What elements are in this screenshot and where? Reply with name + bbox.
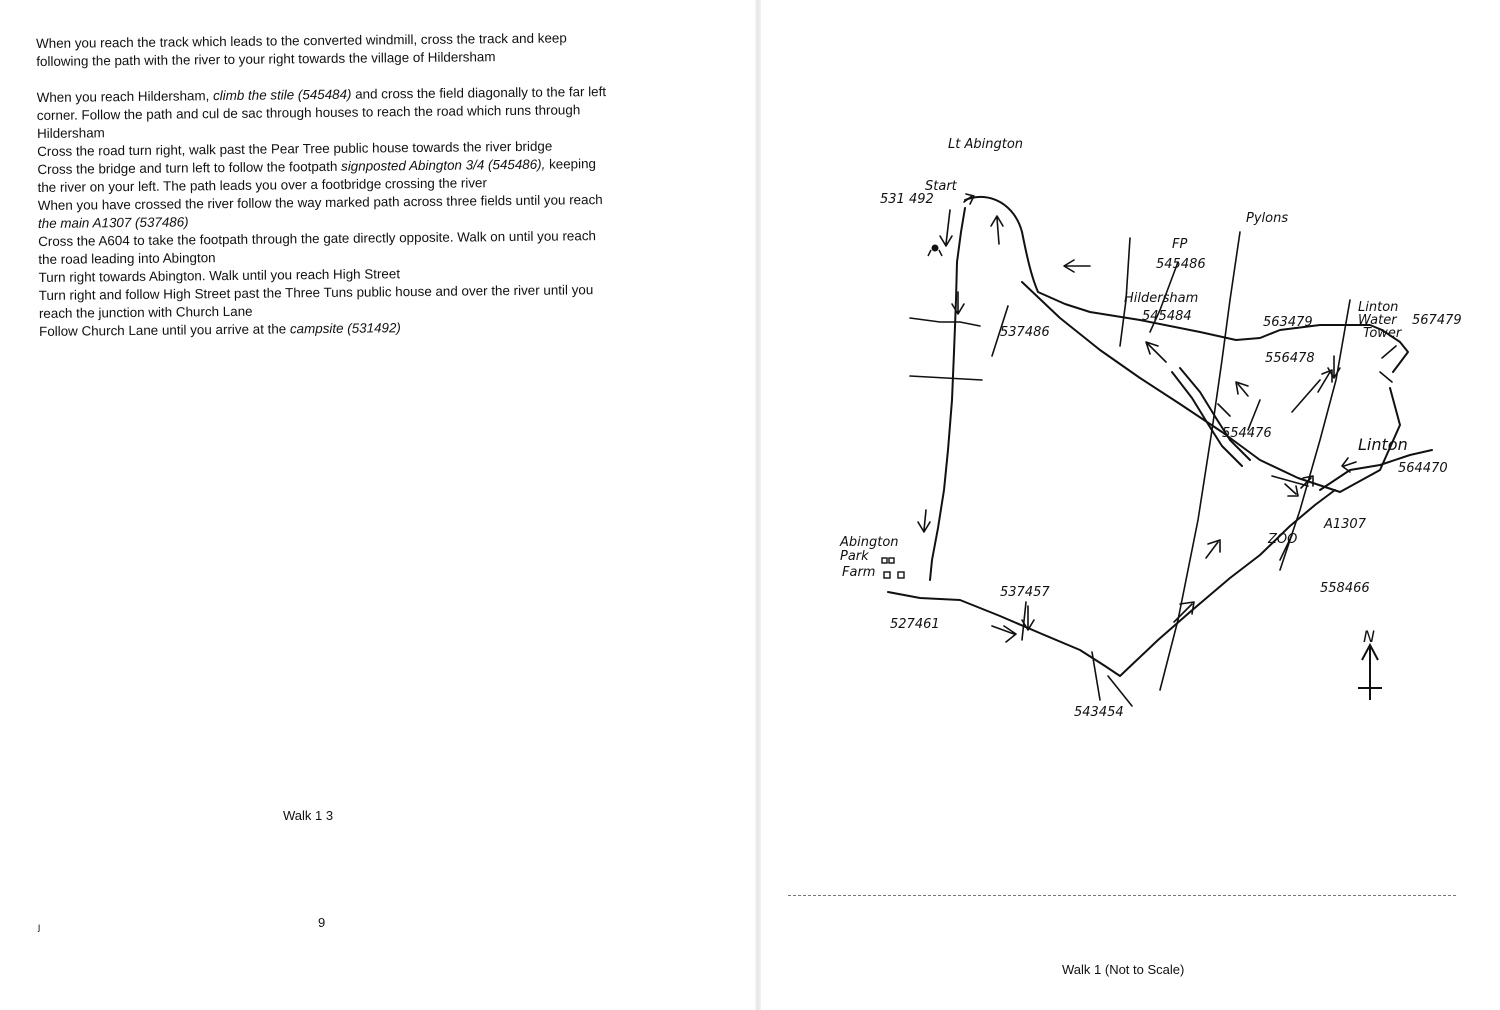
label-abington-park-3: Farm: [842, 565, 876, 580]
label-ref-527461: 527461: [890, 617, 940, 632]
direction-emphasis: the main A1307 (537486): [37, 214, 189, 231]
direction-emphasis: campsite (531492): [289, 320, 401, 337]
arrow-15: [1206, 540, 1220, 558]
label-ref-543454: 543454: [1074, 705, 1124, 720]
label-ref-567479: 567479: [1412, 313, 1462, 328]
label-ref-558466: 558466: [1320, 581, 1370, 596]
label-lt-abington: Lt Abington: [948, 137, 1024, 152]
label-ref-563479: 563479: [1263, 315, 1313, 330]
direction-emphasis: climb the stile (545484): [212, 86, 352, 104]
walk-directions: [36, 29, 609, 341]
direction-text: Cross the bridge and turn left to follow the footpath: [37, 158, 342, 177]
label-abington-park-2: Park: [840, 549, 869, 564]
direction-text: keeping the river on your left. The path leads you over a footbridge crossing the river: [37, 156, 597, 195]
arrow-11: [918, 510, 930, 532]
arrow-19: [1382, 346, 1396, 358]
road-tick-7: [1292, 380, 1320, 412]
label-a1307: A1307: [1324, 517, 1366, 532]
direction-text: Cross the A604 to take the footpath through the gate directly opposite. Walk on until you reach the road leading into Abington: [38, 228, 597, 267]
arrow-10: [1285, 484, 1298, 496]
arrow-12: [992, 626, 1016, 642]
corner-mark: ȷ: [38, 922, 41, 933]
direction-paragraph: [36, 29, 606, 71]
label-ref-537457: 537457: [1000, 585, 1050, 600]
arrow-1: [940, 210, 952, 246]
road-tick-2: [910, 376, 982, 380]
arrow-18: [1380, 372, 1392, 382]
route-diagonal: [1022, 282, 1400, 492]
direction-paragraph: [39, 281, 609, 323]
road-abington: [910, 318, 980, 326]
campsite-marker: [928, 245, 942, 257]
label-linton-water-3: Tower: [1363, 326, 1402, 341]
direction-paragraph: [37, 83, 608, 143]
map-divider-line: [788, 895, 1456, 896]
right-page: [760, 0, 1500, 1010]
direction-text: Cross the road turn right, walk past the Pear Tree public house towards the river bridge: [37, 138, 553, 159]
label-pylons: Pylons: [1246, 211, 1289, 226]
direction-text: When you have crossed the river follow the way marked path across three fields until you reach: [37, 192, 603, 213]
route-west-path: [930, 208, 965, 580]
walk-map: [760, 0, 1500, 1010]
farm-building-1: [882, 558, 887, 563]
label-ref-545484: 545484: [1142, 309, 1192, 324]
map-caption: Walk 1 (Not to Scale): [1062, 962, 1185, 977]
direction-paragraph: [38, 227, 608, 269]
north-arrow-icon: [1358, 645, 1382, 700]
label-linton-water-2: Water: [1358, 313, 1397, 328]
label-ref-537486: 537486: [1000, 325, 1050, 340]
route-river-b: [1172, 372, 1242, 466]
direction-text: Turn right towards Abington. Walk until you reach High Street: [38, 266, 401, 285]
direction-text: Turn right and follow High Street past the Three Tuns public house and over the river until you reach the junction with Church Lane: [38, 282, 594, 321]
map-labels: [839, 137, 1462, 720]
arrow-2: [991, 216, 1003, 244]
label-abington-park-1: Abington: [840, 535, 899, 550]
walk-label: Walk 1 3: [283, 808, 334, 823]
label-zoo: ZOO: [1268, 532, 1298, 547]
label-ref-545486: 545486: [1156, 257, 1206, 272]
direction-paragraph: [37, 155, 607, 197]
label-ref-556478: 556478: [1265, 351, 1315, 366]
arrow-5: [1146, 342, 1166, 362]
farm-building-3: [884, 572, 890, 578]
route-south: [888, 490, 1335, 676]
road-tick-5: [1108, 676, 1132, 706]
direction-paragraph: [38, 191, 608, 233]
label-ref-564470: 564470: [1398, 461, 1448, 476]
label-fp: FP: [1172, 237, 1188, 252]
label-start: Start: [925, 179, 957, 194]
direction-text: and cross the field diagonally to the far left corner. Follow the path and cul de sac through houses to reach the road which runs through Hildersham: [36, 84, 607, 141]
arrow-3: [952, 292, 964, 314]
page-number: 9: [318, 915, 326, 930]
direction-text: When you reach Hildersham,: [36, 88, 214, 105]
label-linton-water-1: Linton: [1358, 300, 1399, 315]
campsite-dot: [932, 245, 939, 252]
direction-emphasis: signposted Abington 3/4 (545486),: [341, 156, 546, 174]
direction-text: Follow Church Lane until you arrive at the: [39, 321, 291, 339]
farm-building-2: [889, 558, 894, 563]
label-north: N: [1363, 627, 1375, 646]
label-ref-554476: 554476: [1222, 426, 1272, 441]
arrow-6: [1236, 382, 1248, 396]
farm-buildings-icon: [882, 558, 904, 578]
direction-text: When you reach the track which leads to the converted windmill, cross the track and keep following the path with the river to your right towards the village of Hildersham: [36, 30, 567, 69]
arrow-4: [1064, 260, 1090, 272]
farm-building-4: [898, 572, 904, 578]
label-ref-531492: 531 492: [880, 192, 934, 207]
label-linton: Linton: [1358, 435, 1408, 454]
label-hildersham: Hildersham: [1124, 291, 1199, 306]
road-tick-8: [1218, 404, 1230, 416]
